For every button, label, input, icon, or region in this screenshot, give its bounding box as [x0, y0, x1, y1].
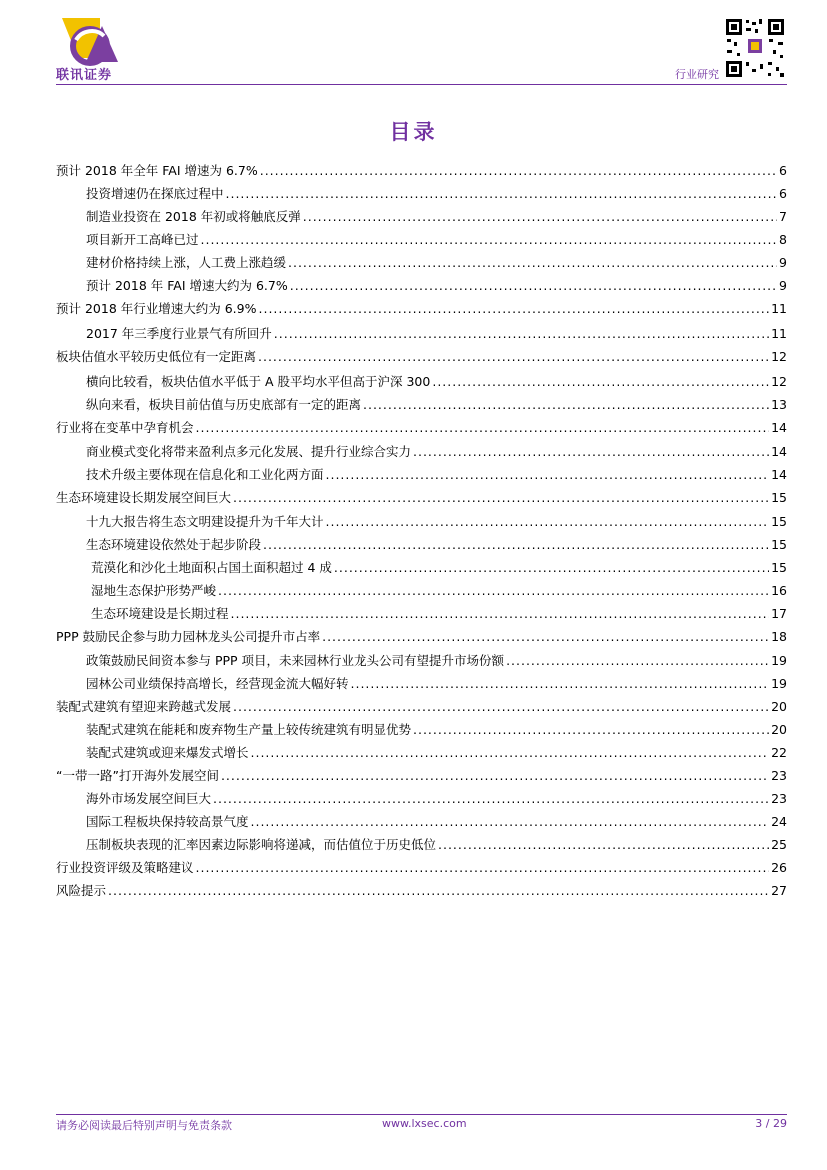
toc-entry-page: 23	[771, 768, 787, 783]
toc-entry[interactable]	[56, 461, 787, 483]
toc-entry-label: 行业投资评级及策略建议	[56, 860, 194, 875]
toc-entry-label: 压制板块表现的汇率因素边际影响将递减，而估值位于历史低位	[86, 837, 437, 852]
toc-leader-dots	[263, 537, 769, 553]
toc-entry-label: 预计 2018 年全年 FAI 增速为 6.7%	[56, 163, 258, 178]
toc-entry-label: 十九大报告将生态文明建设提升为千年大计	[86, 514, 324, 529]
toc-entry-page: 22	[771, 745, 787, 760]
toc-entry-label: 2017 年三季度行业景气有所回升	[86, 326, 272, 341]
toc-entry-label: 行业将在变革中孕育机会	[56, 420, 194, 435]
toc-entry-label: 建材价格持续上涨，人工费上涨趋缓	[86, 255, 287, 270]
toc-entry-label: 预计 2018 年行业增速大约为 6.9%	[56, 301, 257, 316]
toc-leader-dots	[108, 883, 769, 899]
toc-entry-label: 横向比较看，板块估值水平低于 A 股平均水平但高于沪深 300	[86, 374, 431, 389]
toc-entry-label: 湿地生态保护形势严峻	[91, 583, 217, 598]
toc-entry-page: 15	[771, 514, 787, 529]
toc-entry[interactable]	[56, 320, 787, 342]
toc-entry-page: 15	[771, 537, 787, 552]
toc-leader-dots	[326, 467, 770, 483]
toc-leader-dots	[506, 653, 769, 669]
header-divider	[56, 84, 787, 85]
toc-leader-dots	[258, 349, 769, 365]
toc-entry[interactable]	[56, 295, 787, 317]
toc-entry[interactable]	[56, 739, 787, 761]
toc-entry-page: 14	[771, 444, 787, 459]
toc-leader-dots	[288, 255, 777, 271]
toc-entry[interactable]	[56, 600, 787, 622]
qr-code-icon	[724, 17, 786, 79]
toc-entry-label: 荒漠化和沙化土地面积占国土面积超过 4 成	[91, 560, 332, 575]
toc-leader-dots	[251, 814, 770, 830]
toc-entry-page: 20	[771, 699, 787, 714]
toc-entry[interactable]	[56, 414, 787, 436]
toc-entry[interactable]	[56, 854, 787, 876]
toc-leader-dots	[363, 397, 769, 413]
toc-entry-label: 项目新开工高峰已过	[86, 232, 199, 247]
toc-leader-dots	[196, 420, 770, 436]
toc-entry-label: 投资增速仍在探底过程中	[86, 186, 224, 201]
toc-entry-page: 9	[779, 255, 787, 270]
toc-entry-page: 7	[779, 209, 787, 224]
toc-entry[interactable]	[56, 693, 787, 715]
toc-leader-dots	[233, 699, 769, 715]
toc-entry-page: 13	[771, 397, 787, 412]
toc-entry-label: 生态环境建设依然处于起步阶段	[86, 537, 262, 552]
toc-entry[interactable]	[56, 391, 787, 413]
toc-entry[interactable]	[56, 670, 787, 692]
toc-entry-page: 26	[771, 860, 787, 875]
toc-entry-label: 装配式建筑或迎来爆发式增长	[86, 745, 249, 760]
toc-entry-page: 16	[771, 583, 787, 598]
toc-entry-page: 15	[771, 490, 787, 505]
toc-entry-label: 技术升级主要体现在信息化和工业化两方面	[86, 467, 324, 482]
toc-leader-dots	[260, 163, 777, 179]
toc-entry-label: 生态环境建设是长期过程	[91, 606, 229, 621]
toc-entry-page: 24	[771, 814, 787, 829]
toc-entry[interactable]	[56, 808, 787, 830]
toc-entry[interactable]	[56, 531, 787, 553]
toc-leader-dots	[201, 232, 778, 248]
toc-entry-page: 19	[771, 653, 787, 668]
toc-entry-label: 生态环境建设长期发展空间巨大	[56, 490, 232, 505]
toc-leader-dots	[259, 301, 770, 317]
toc-entry-label: 板块估值水平较历史低位有一定距离	[56, 349, 257, 364]
toc-entry-page: 8	[779, 232, 787, 247]
logo-text: 联讯证券	[56, 68, 113, 83]
toc-entry-label: 装配式建筑有望迎来跨越式发展	[56, 699, 232, 714]
section-label: 行业研究	[675, 68, 719, 81]
toc-entry-label: PPP 鼓励民企参与助力园林龙头公司提升市占率	[56, 629, 321, 644]
toc-leader-dots	[432, 374, 769, 390]
toc-entry-label: 纵向来看，板块目前估值与历史底部有一定的距离	[86, 397, 362, 412]
toc-entry[interactable]	[56, 508, 787, 530]
toc-entry-label: 装配式建筑在能耗和废弃物生产量上较传统建筑有明显优势	[86, 722, 412, 737]
toc-leader-dots	[196, 860, 770, 876]
footer-page-number: 3 / 29	[755, 1117, 787, 1130]
toc-entry-label: “一带一路”打开海外发展空间	[56, 768, 219, 783]
toc-entry-page: 25	[771, 837, 787, 852]
toc-entry[interactable]	[56, 157, 787, 179]
footer-divider	[56, 1114, 787, 1115]
toc-entry[interactable]	[56, 785, 787, 807]
toc-leader-dots	[326, 514, 770, 530]
toc-entry-label: 园林公司业绩保持高增长，经营现金流大幅好转	[86, 676, 349, 691]
toc-entry[interactable]	[56, 554, 787, 576]
toc-leader-dots	[233, 490, 769, 506]
toc-entry-label: 商业模式变化将带来盈利点多元化发展、提升行业综合实力	[86, 444, 412, 459]
toc-entry-label: 制造业投资在 2018 年初或将触底反弹	[86, 209, 301, 224]
toc-leader-dots	[334, 560, 769, 576]
toc-entry[interactable]	[56, 647, 787, 669]
toc-leader-dots	[351, 676, 770, 692]
toc-entry[interactable]	[56, 203, 787, 225]
toc-entry-label: 政策鼓励民间资本参与 PPP 项目，未来园林行业龙头公司有望提升市场份额	[86, 653, 505, 668]
toc-leader-dots	[251, 745, 770, 761]
page-title: 目录	[389, 120, 438, 144]
toc-leader-dots	[290, 278, 777, 294]
toc-entry-page: 14	[771, 420, 787, 435]
toc-entry[interactable]	[56, 368, 787, 390]
toc-entry-label: 国际工程板块保持较高景气度	[86, 814, 249, 829]
toc-entry-page: 9	[779, 278, 787, 293]
toc-leader-dots	[231, 606, 770, 622]
toc-entry-page: 14	[771, 467, 787, 482]
toc-entry-page: 27	[771, 883, 787, 898]
toc-entry-label: 预计 2018 年 FAI 增速大约为 6.7%	[86, 278, 288, 293]
toc-entry[interactable]	[56, 180, 787, 202]
toc-entry-page: 12	[771, 349, 787, 364]
toc-entry-page: 6	[779, 186, 787, 201]
toc-leader-dots	[221, 768, 769, 784]
toc-entry-page: 20	[771, 722, 787, 737]
toc-entry[interactable]	[56, 484, 787, 506]
toc-entry-page: 12	[771, 374, 787, 389]
footer-website: www.lxsec.com	[382, 1117, 467, 1130]
toc-entry-page: 11	[771, 301, 787, 316]
toc-entry-page: 17	[771, 606, 787, 621]
toc-leader-dots	[218, 583, 769, 599]
toc-leader-dots	[413, 444, 769, 460]
toc-entry-label: 海外市场发展空间巨大	[86, 791, 212, 806]
toc-entry-page: 19	[771, 676, 787, 691]
toc-leader-dots	[213, 791, 769, 807]
toc-entry[interactable]	[56, 877, 787, 899]
toc-entry[interactable]	[56, 226, 787, 248]
toc-leader-dots	[322, 629, 769, 645]
toc-entry-page: 15	[771, 560, 787, 575]
toc-entry-page: 6	[779, 163, 787, 178]
toc-entry-label: 风险提示	[56, 883, 107, 898]
toc-entry-page: 23	[771, 791, 787, 806]
toc-entry[interactable]	[56, 762, 787, 784]
toc-entry[interactable]	[56, 272, 787, 294]
toc-leader-dots	[274, 326, 769, 342]
toc-leader-dots	[303, 209, 777, 225]
toc-entry[interactable]	[56, 249, 787, 271]
toc-entry[interactable]	[56, 831, 787, 853]
toc-leader-dots	[226, 186, 778, 202]
toc-entry[interactable]	[56, 438, 787, 460]
footer-disclaimer: 请务必阅读最后特别声明与免责条款	[56, 1119, 232, 1132]
toc-entry[interactable]	[56, 577, 787, 599]
toc-leader-dots	[438, 837, 769, 853]
toc-entry[interactable]	[56, 623, 787, 645]
toc-entry-page: 11	[771, 326, 787, 341]
toc-entry[interactable]	[56, 716, 787, 738]
toc-entry-page: 18	[771, 629, 787, 644]
toc-entry[interactable]	[56, 343, 787, 365]
toc-leader-dots	[413, 722, 769, 738]
